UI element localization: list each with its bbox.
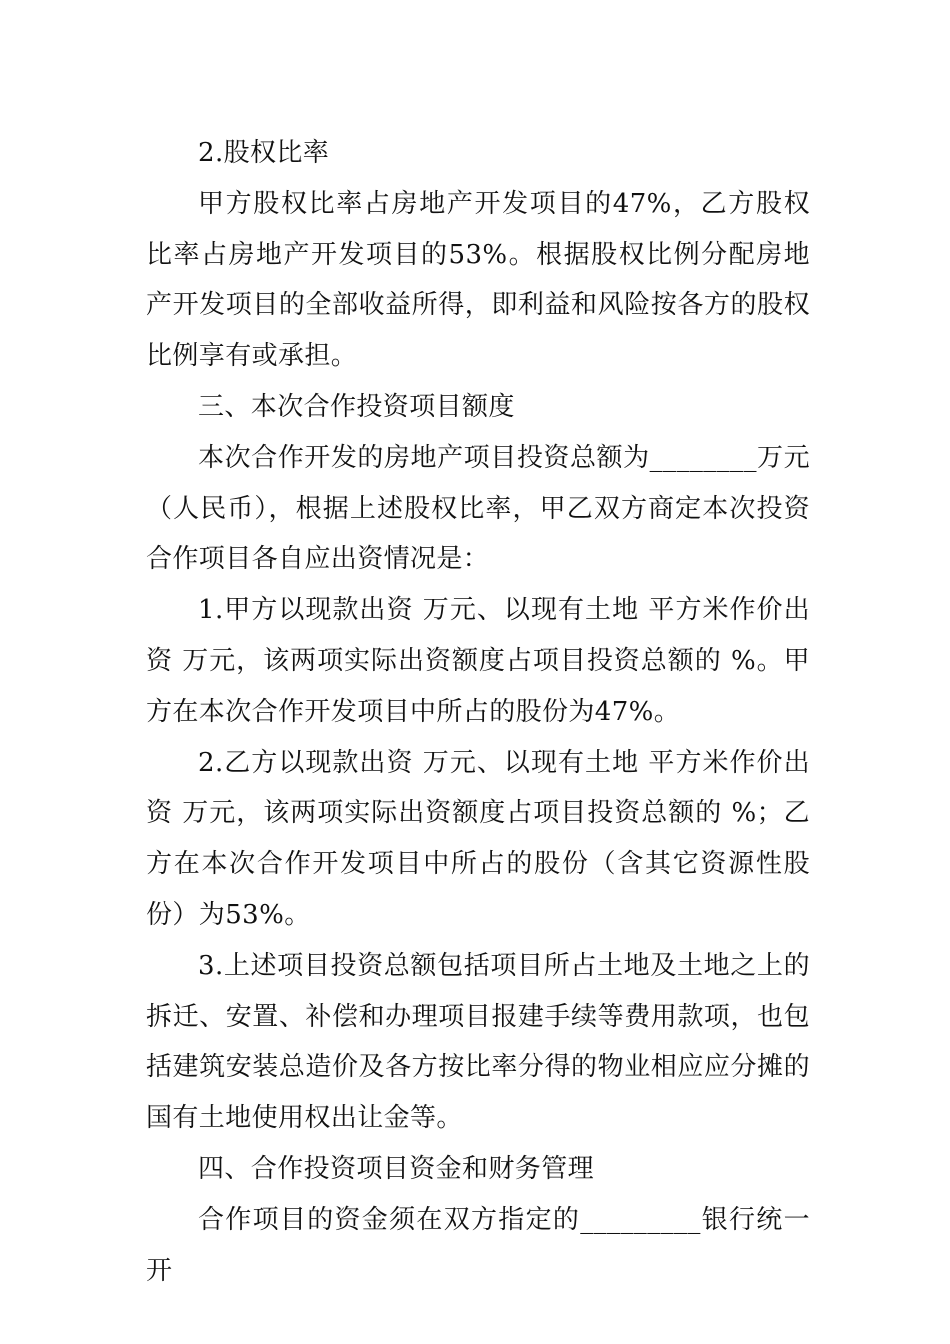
section-heading-fund-management: 四、合作投资项目资金和财务管理 [198, 1153, 595, 1184]
clause-party-b-contribution: 2.乙方以现款出资 万元、以现有土地 平方米作价出资 万元，该两项实际出资额度占项目投资总额的 %；乙方在本次合作开发项目中所占的股份（含其它资源性股份）为53%。 [146, 747, 810, 930]
paragraph-fund-account: 合作项目的资金须在双方指定的_________银行统一开 [146, 1204, 810, 1286]
section-heading-investment-amount: 三、本次合作投资项目额度 [198, 391, 515, 422]
document-body [146, 128, 810, 1296]
paragraph-equity-ratio: 甲方股权比率占房地产开发项目的47%，乙方股权比率占房地产开发项目的53%。根据股权比例分配房地产开发项目的全部收益所得，即利益和风险按各方的股权比例享有或承担。 [146, 188, 810, 372]
clause-investment-scope: 3.上述项目投资总额包括项目所占土地及土地之上的拆迁、安置、补偿和办理项目报建手续等费用款项，也包括建筑安装总造价及各方按比率分得的物业相应应分摊的国有土地使用权出让金等。 [146, 950, 810, 1134]
paragraph-investment-total: 本次合作开发的房地产项目投资总额为________万元（人民币），根据上述股权比率，甲乙双方商定本次投资合作项目各自应出资情况是： [146, 442, 810, 575]
clause-party-a-contribution: 1.甲方以现款出资 万元、以现有土地 平方米作价出资 万元，该两项实际出资额度占项目投资总额的 %。甲方在本次合作开发项目中所占的股份为47%。 [146, 595, 810, 727]
section-heading-equity-ratio: 2.股权比率 [198, 138, 330, 168]
